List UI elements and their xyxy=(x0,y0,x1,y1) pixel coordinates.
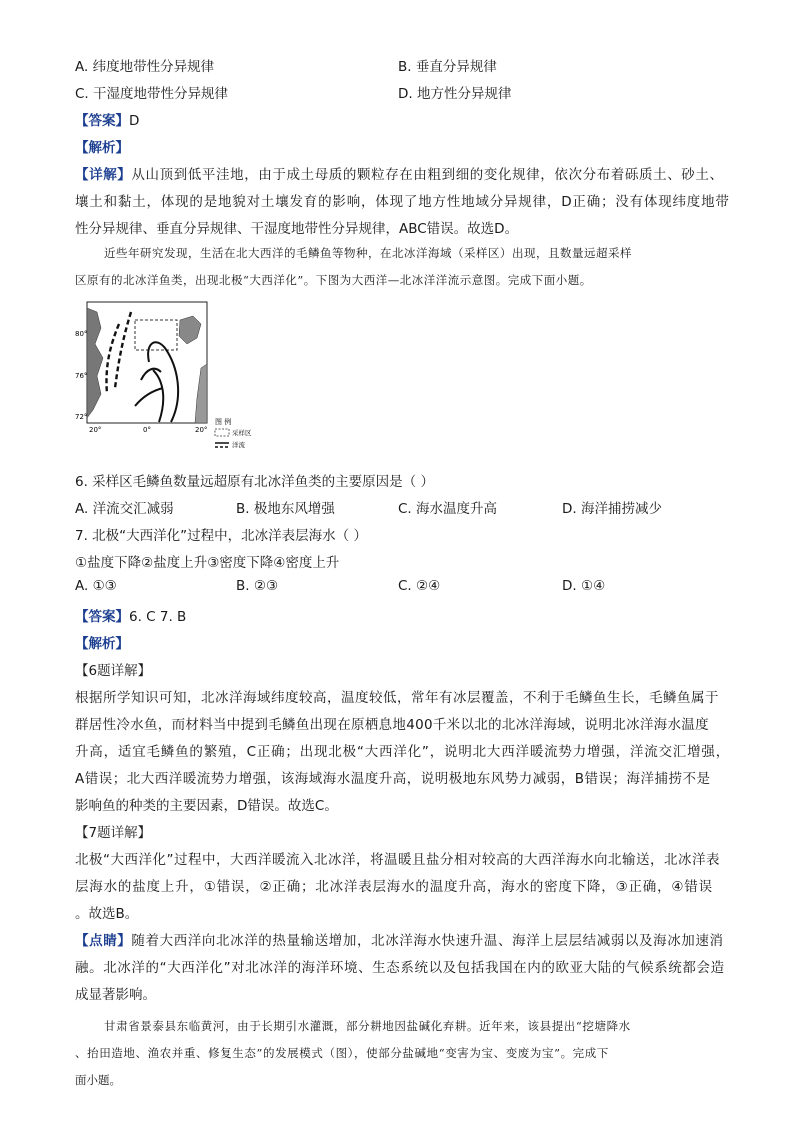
q6-stem: 6. 采样区毛鳞鱼数量远超原有北冰洋鱼类的主要原因是（ ） xyxy=(75,474,434,490)
intro-text: 甘肃省景泰县东临黄河，由于长期引水灌溉，部分耕地因盐碱化弃耕。近年来，该县提出“挖塘降水 xyxy=(104,1019,631,1033)
detail-text: 从山顶到低平洼地，由于成土母质的颗粒存在由粗到细的变化规律，依次分布着砾质土、砂土、 xyxy=(131,167,724,183)
q5-option-c: C. 干湿度地带性分异规律 xyxy=(75,86,229,102)
q5-answer xyxy=(75,109,139,129)
q7-statements: ①盐度下降②盐度上升③密度下降④密度上升 xyxy=(75,555,340,571)
q5-option-a: A. 纬度地带性分异规律 xyxy=(75,59,215,75)
detail-tag: 【详解】 xyxy=(75,167,132,183)
tips-line: 融。北冰洋的“大西洋化”对北冰洋的海洋环境、生态系统以及包括我国在内的欧亚大陆的气候系统都会造 xyxy=(75,960,725,976)
q5-analysis-tag xyxy=(75,136,129,156)
q6-option-d: D. 海洋捕捞减少 xyxy=(562,501,662,517)
legend-title: 图 例 xyxy=(215,418,232,426)
q6-detail-line: 影响鱼的种类的主要因素，D错误。故选C。 xyxy=(75,798,338,814)
q6-detail-line: 升高，适宜毛鳞鱼的繁殖，C正确；出现北极“大西洋化”，说明北大西洋暖流势力增强，洋流交汇增强， xyxy=(75,744,731,760)
q5-detail-line xyxy=(75,163,724,183)
q7-stem: 7. 北极“大西洋化”过程中，北冰洋表层海水（ ） xyxy=(75,528,367,544)
tips-text: 随着大西洋向北冰洋的热量输送增加，北冰洋海水快速升温、海洋上层层结减弱以及海冰加速消 xyxy=(131,933,724,949)
answer-value: 6. C 7. B xyxy=(129,609,187,625)
answer-tag: 【答案】 xyxy=(75,113,129,129)
lat-label: 80° xyxy=(75,330,88,338)
q6-detail-line: 群居性冷水鱼，而材料当中提到毛鳞鱼出现在原栖息地400千米以北的北冰洋海域，说明北冰洋海水温度 xyxy=(75,717,709,733)
q7-option-c: C. ②④ xyxy=(398,578,441,594)
answer-tag: 【答案】 xyxy=(75,609,129,625)
q6-detail-tag: 【6题详解】 xyxy=(75,663,152,679)
q5-option-d: D. 地方性分异规律 xyxy=(398,86,512,102)
q6-detail-line: 根据所学知识可知，北冰洋海域纬度较高，温度较低，常年有冰层覆盖，不利于毛鳞鱼生长，毛鳞鱼属于 xyxy=(75,690,719,706)
legend-current: 洋流 xyxy=(232,441,245,449)
analysis-tag: 【解析】 xyxy=(75,140,129,156)
tips-line: 成显著影响。 xyxy=(75,987,156,1003)
intro-text: 面小题。 xyxy=(75,1073,121,1087)
q7-detail-line: 层海水的盐度上升，①错误，②正确；北冰洋表层海水的温度升高，海水的密度下降，③正确，④错误 xyxy=(75,879,713,895)
lat-label: 76° xyxy=(75,372,88,380)
q7-detail-line: 北极“大西洋化”过程中，大西洋暖流入北冰洋，将温暖且盐分相对较高的大西洋海水向北输送，北冰洋表 xyxy=(75,852,720,868)
intro-text: 近些年研究发现，生活在北大西洋的毛鳞鱼等物种，在北冰洋海域（采样区）出现，且数量远超采样 xyxy=(104,246,632,260)
q5-detail-line: 壤土和黏土，体现的是地貌对土壤发育的影响，体现了地方性地域分异规律，D正确；没有体现纬度地带 xyxy=(75,194,730,210)
tips-line xyxy=(75,929,724,949)
q5-option-b: B. 垂直分异规律 xyxy=(398,59,497,75)
q7-option-b: B. ②③ xyxy=(236,578,279,594)
q7-option-d: D. ①④ xyxy=(562,578,606,594)
q7-option-a: A. ①③ xyxy=(75,578,117,594)
intro-text: 区原有的北冰洋鱼类，出现北极“大西洋化”。下图为大西洋—北冰洋洋流示意图。完成下面小题。 xyxy=(75,273,592,287)
atlantic-arctic-current-map xyxy=(75,298,275,458)
lon-label: 0° xyxy=(143,426,151,434)
lon-label: 20° xyxy=(195,426,208,434)
q6-option-c: C. 海水温度升高 xyxy=(398,501,498,517)
lat-label: 72° xyxy=(75,413,88,421)
answers-6-7 xyxy=(75,605,186,625)
lon-label: 20° xyxy=(89,426,102,434)
legend-sample-area: 采样区 xyxy=(232,429,252,437)
analysis-tag xyxy=(75,632,129,652)
q6-detail-line: A错误；北大西洋暖流势力增强，该海域海水温度升高，说明极地东风势力减弱，B错误；海洋捕捞不是 xyxy=(75,771,711,787)
intro-text: 、抬田造地、渔农并重、修复生态”的发展模式（图），使部分盐碱地“变害为宝、变废为宝”。完成下 xyxy=(75,1046,609,1060)
q6-option-a: A. 洋流交汇减弱 xyxy=(75,501,174,517)
answer-value: D xyxy=(129,113,140,129)
q5-detail-line: 性分异规律、垂直分异规律、干湿度地带性分异规律，ABC错误。故选D。 xyxy=(75,221,519,237)
analysis-tag-text: 【解析】 xyxy=(75,636,129,652)
q6-option-b: B. 极地东风增强 xyxy=(236,501,335,517)
q7-detail-line: 。故选B。 xyxy=(75,906,139,922)
tips-tag: 【点睛】 xyxy=(75,933,132,949)
q7-detail-tag: 【7题详解】 xyxy=(75,825,152,841)
